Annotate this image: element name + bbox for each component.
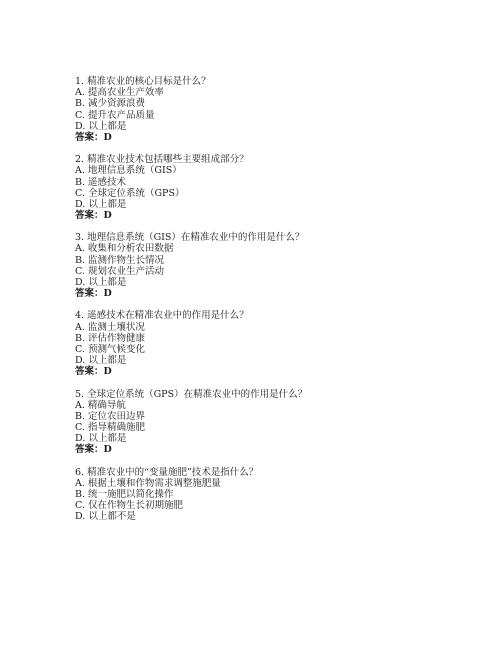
- option-d: D. 以上都是: [75, 355, 127, 367]
- answer-line: 答案：D: [75, 288, 112, 300]
- question-stem: 6. 精准农业中的“变量施肥”技术是指什么？: [75, 466, 259, 478]
- option-a: A. 提高农业生产效率: [75, 87, 164, 99]
- option-c: C. 全球定位系统（GPS）: [75, 187, 185, 199]
- option-b: B. 监测作物生长情况: [75, 254, 165, 266]
- option-c: C. 指导精确施肥: [75, 422, 145, 434]
- option-a: A. 收集和分析农田数据: [75, 243, 174, 255]
- option-b: B. 评估作物健康: [75, 332, 146, 344]
- question-list: [75, 76, 475, 534]
- option-b: B. 遥感技术: [75, 176, 127, 188]
- question-4: [75, 310, 475, 377]
- option-c: C. 规划农业生产活动: [75, 265, 164, 277]
- question-6: [75, 467, 475, 523]
- option-b: B. 定位农田边界: [75, 410, 146, 422]
- question-stem: 2. 精准农业技术包括哪些主要组成部分？: [75, 154, 249, 166]
- question-stem: 3. 地理信息系统（GIS）在精准农业中的作用是什么？: [75, 232, 305, 244]
- option-a: A. 根据土壤和作物需求调整施肥量: [75, 477, 221, 489]
- answer-line: 答案：D: [75, 210, 112, 222]
- option-c: C. 仅在作物生长初期施肥: [75, 500, 183, 512]
- option-d: D. 以上都是: [75, 198, 127, 210]
- question-5: [75, 389, 475, 456]
- option-a: A. 监测土壤状况: [75, 321, 145, 333]
- option-a: A. 精确导航: [75, 399, 126, 411]
- question-3: [75, 232, 475, 299]
- option-c: C. 预测气候变化: [75, 343, 145, 355]
- option-c: C. 提升农产品质量: [75, 109, 155, 121]
- option-d: D. 以上都是: [75, 433, 127, 445]
- answer-line: 答案：D: [75, 444, 112, 456]
- answer-line: 答案：D: [75, 366, 112, 378]
- option-d: D. 以上都不是: [75, 511, 136, 523]
- question-2: [75, 154, 475, 221]
- question-1: [75, 76, 475, 143]
- question-stem: 4. 遥感技术在精准农业中的作用是什么？: [75, 310, 249, 322]
- option-d: D. 以上都是: [75, 277, 127, 288]
- option-a: A. 地理信息系统（GIS）: [75, 165, 182, 177]
- option-b: B. 减少资源浪费: [75, 98, 146, 110]
- answer-line: 答案：D: [75, 131, 112, 143]
- question-stem: 1. 精准农业的核心目标是什么？: [75, 76, 211, 87]
- option-b: B. 统一施肥以简化操作: [75, 489, 174, 500]
- question-stem: 5. 全球定位系统（GPS）在精准农业中的作用是什么？: [75, 388, 308, 400]
- option-d: D. 以上都是: [75, 120, 127, 132]
